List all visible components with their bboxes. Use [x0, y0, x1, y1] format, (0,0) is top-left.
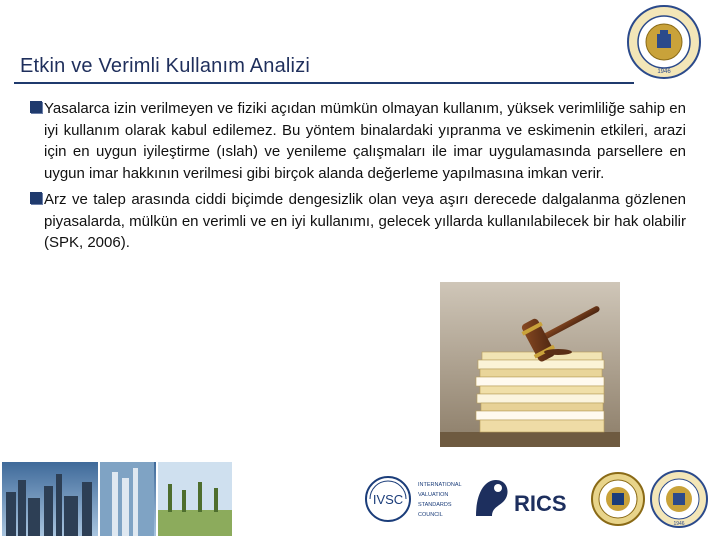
ivsc-logo-mark — [362, 464, 466, 534]
gold-seal-icon — [590, 464, 646, 534]
bullet-item — [30, 189, 686, 254]
bullet-square-icon — [30, 101, 42, 113]
gavel-on-documents-image — [440, 282, 620, 447]
title-underline — [14, 82, 634, 84]
slide-title: Etkin ve Verimli Kullanım Analizi — [20, 55, 311, 77]
ivsc-sub-1: INTERNATIONAL — [418, 482, 462, 488]
ivsc-sub-4: COUNCIL — [418, 512, 443, 518]
bullet-square-icon — [30, 192, 42, 204]
ivsc-wordmark: IVSC — [372, 492, 404, 507]
rics-logo — [470, 464, 580, 534]
seal-bottom-year: 1946 — [673, 521, 685, 527]
ivsc-sub-3: STANDARDS — [418, 502, 452, 508]
rics-logo-mark — [470, 464, 580, 534]
rics-wordmark: RICS — [514, 491, 567, 516]
bullet-text: Yasalarca izin verilmeyen ve fiziki açıdan mümkün olmayan kullanım, yüksek verimliliğe sahip en iyi kullanım olarak kabul edilemez. Bu yöntem binalardaki yıpranma ve eskimenin etkileri, arazi için en uygun iyileştirme (ıslah) ve yenileme çalışmaları ile imar uygulamasında parsellere en uygun imar hakkının verilmesi gibi birçok alanda değerleme yapılmasına imkan verir. — [44, 100, 686, 182]
bullet-text: Arz ve talep arasında ciddi biçimde dengesizlik olan veya aşırı derecede dalgalanma gözlenen piyasalarda, mülkün en verimli ve en iyi kullanımı, gelecek yıllarda kullanılabilecek bir hak olabilir (SPK, 2006). — [44, 191, 686, 251]
seal-top-year: 1946 — [657, 69, 671, 75]
bullet-item — [30, 98, 686, 184]
ivsc-logo — [362, 464, 466, 534]
ivsc-sub-2: VALUATION — [418, 492, 449, 498]
bullet-list — [30, 98, 686, 259]
ankara-university-seal-bottom — [648, 464, 710, 534]
ankara-university-seal-top — [626, 4, 702, 80]
city-skyline-image — [0, 462, 232, 536]
